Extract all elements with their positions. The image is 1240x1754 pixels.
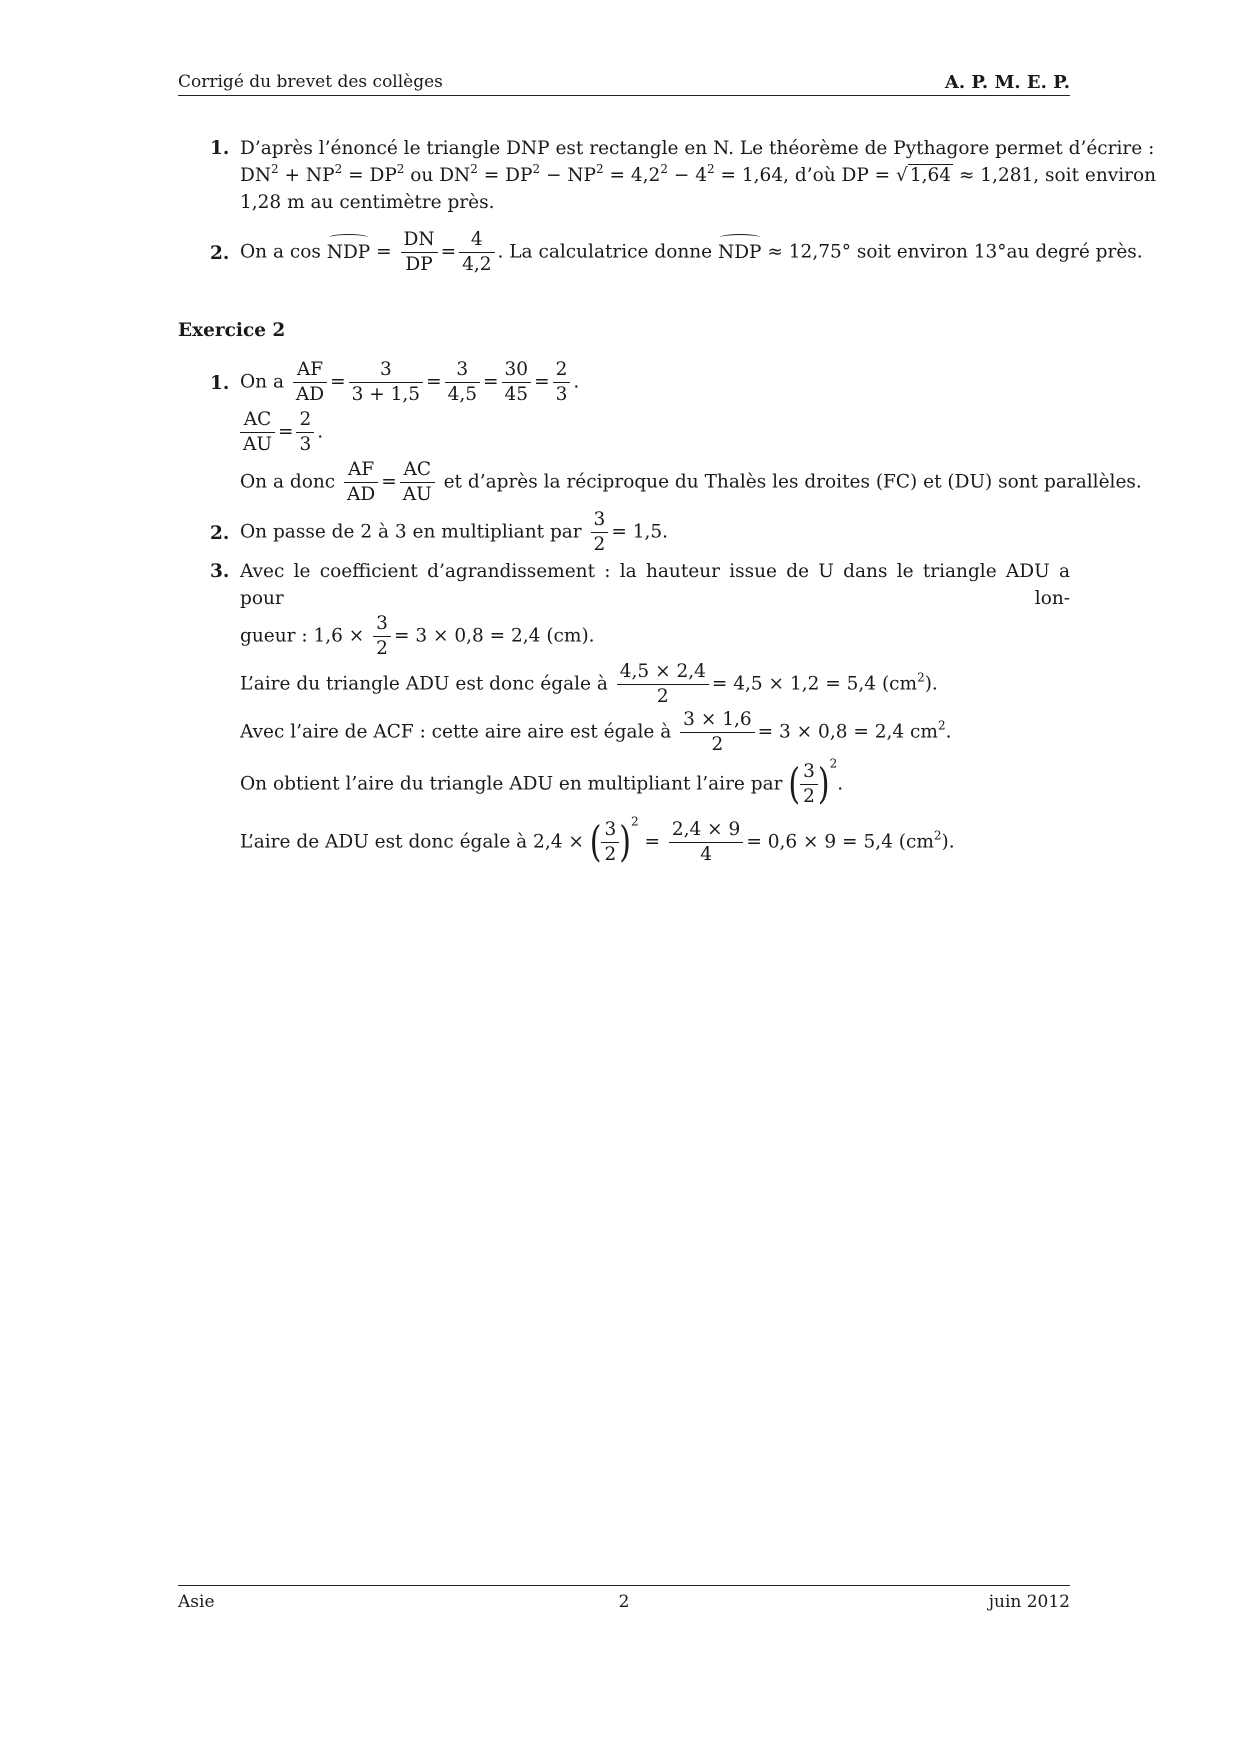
ex2-q1-number: 1. (210, 373, 230, 394)
ex1-q1-number: 1. (210, 138, 230, 159)
page-header (178, 72, 1070, 94)
footer-rule (178, 1585, 1070, 1586)
footer-date: juin 2012 (988, 1592, 1070, 1612)
ex1-q2-number: 2. (210, 243, 230, 264)
page-number: 2 (618, 1592, 630, 1612)
ex1-q2-text: On a cos NDP = $\frac{DN}{DP}$ = $\frac{4}{4,2}$ . La calculatrice donne NDP ≈ 12,75° soit environ 13°au degré près. (240, 229, 1143, 275)
page-footer (178, 1592, 1070, 1614)
header-org: A. P. M. E. P. (944, 72, 1070, 93)
ex1-q1-line2: $DN^2 + NP^2 = DP^2$ ou $DN^2 = DP^2 - NP^2 = 4,2^2 - 4^2 = 1,64$, d’où DP = √ 1,64 ≈ 1,281, soit environ (240, 162, 1157, 186)
header-rule (178, 95, 1070, 96)
ex2-q1-body: On a $\frac{AF}{AD}$ = $\frac{3}{3 + 1,5}$ = $\frac{3}{4,5}$ = $\frac{30}{45}$ = $\frac{2}{3}$ . $\frac{AC}{AU}$ = $\frac{2}{3}$ . On a donc $\frac{AF}{AD}$ = $\frac{AC}{AU}$ et d’après la réciproque du Thalès les droites (FC) et (DU) sont parallèles. (240, 359, 1142, 505)
ex2-q3-number: 3. (210, 561, 230, 582)
fraction: $\frac{4}{4,2}$ (459, 228, 494, 277)
ex2-q2-text: On passe de 2 à 3 en multipliant par $\frac{3}{2}$ = 1,5. (240, 509, 669, 555)
ex2-q2-number: 2. (210, 523, 230, 544)
fraction: $\frac{DN}{DP}$ (401, 228, 438, 277)
exercise-2-title: Exercice 2 (178, 320, 286, 341)
ex1-q1-line1: D’après l’énoncé le triangle DNP est rectangle en N. Le théorème de Pythagore permet d’écrire : (240, 138, 1155, 159)
header-title: Corrigé du brevet des collèges (178, 72, 443, 92)
ex2-q3-body: Avec le coefficient d’agrandissement : la hauteur issue de U dans le triangle ADU a pour lon- gueur : 1,6 × $\frac{3}{2}$ = 3 × 0,8 = 2,4 (cm). L’aire du triangle ADU est donc égale à $\frac{4,5 \times 2,4}{2}$ = 4,5 × 1,2 = 5,4 $(cm^2)$. Avec l’aire de ACF : cette aire aire est égale à $\frac{3 \times 1,6}{2}$ = 3 × 0,8 = 2,4 $cm^2$. On obtient l’aire du triangle ADU en multipliant l’aire par ( $\frac{3}{2}$ )$^2$. L’aire de ADU est donc égale à 2,4 × ( $\frac{3}{2}$ )$^2$ = $\frac{2,4 \times 9}{4}$ = 0,6 × 9 = 5,4 $(cm^2)$. (240, 561, 1070, 867)
ex1-q1-line3: 1,28 m au centimètre près. (240, 192, 495, 213)
footer-location: Asie (178, 1592, 215, 1612)
